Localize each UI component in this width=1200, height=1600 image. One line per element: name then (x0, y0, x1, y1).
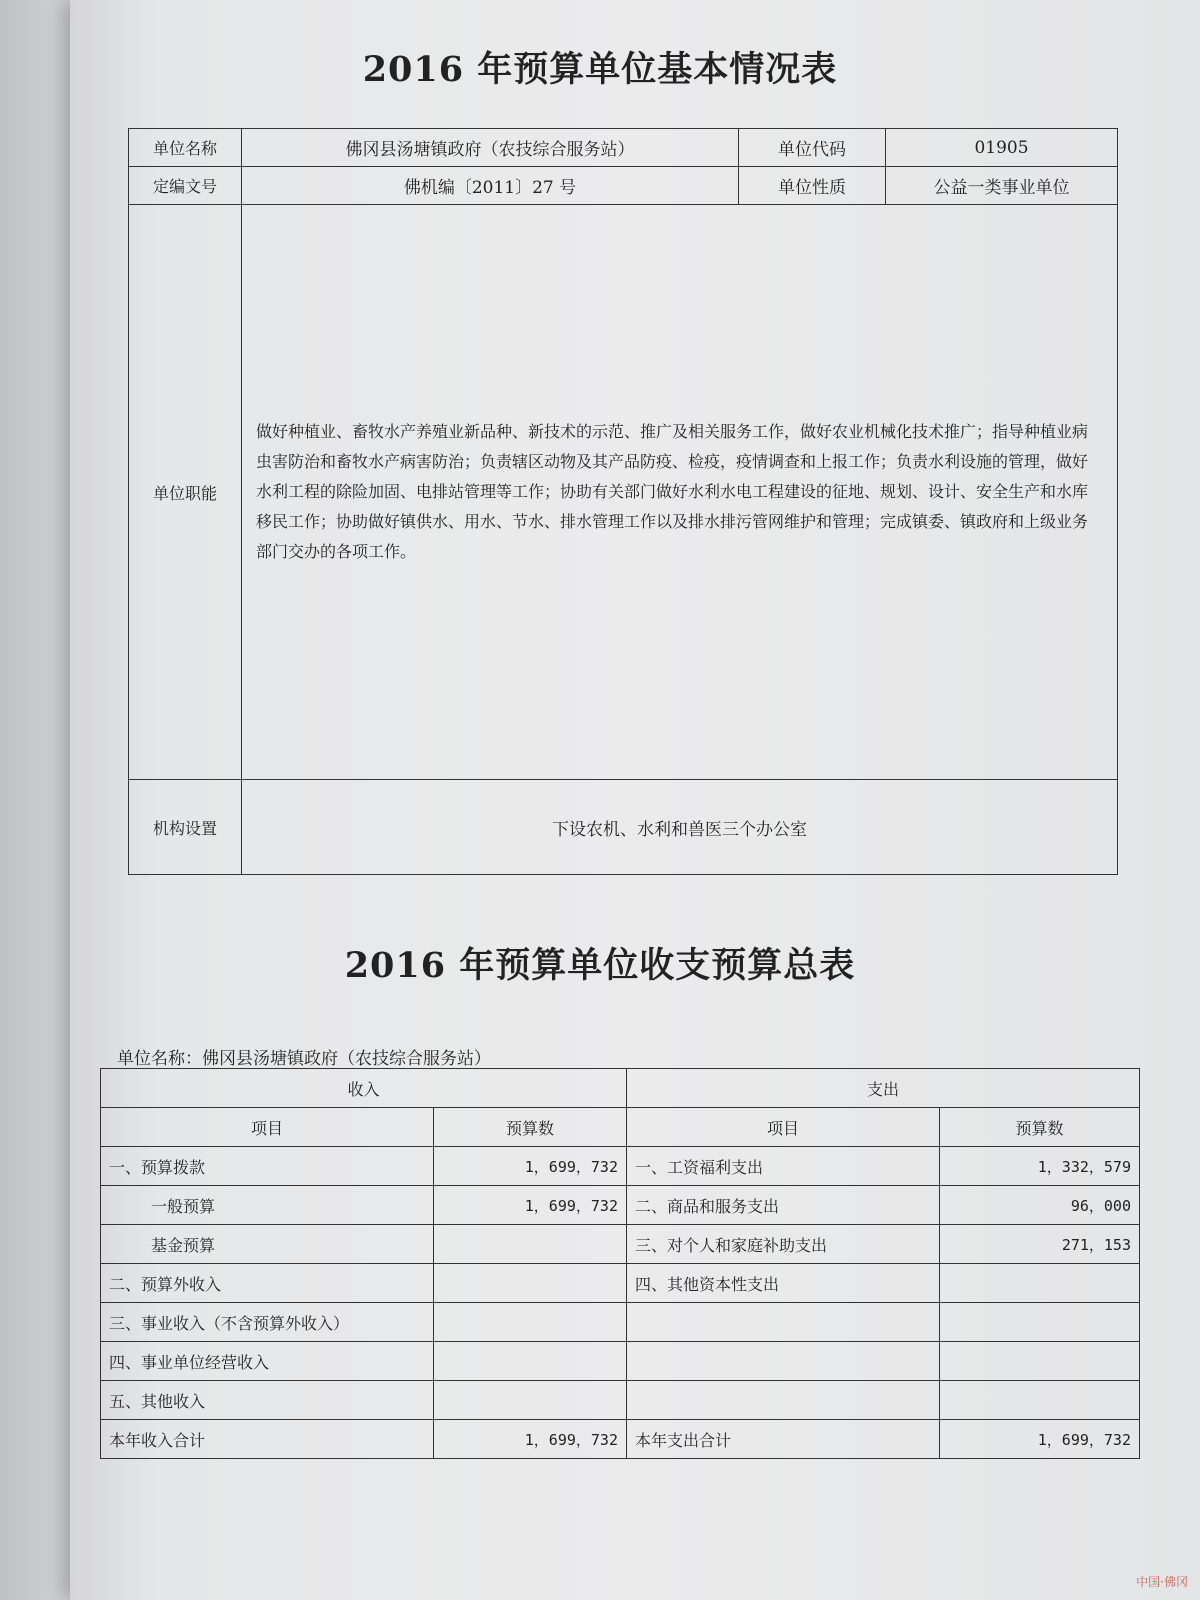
expense-value: 1，332，579 (940, 1147, 1140, 1186)
org-label: 机构设置 (129, 780, 242, 875)
table-row (101, 1342, 1140, 1381)
income-total-label: 本年收入合计 (101, 1420, 434, 1459)
basic-info-title: 2016 年预算单位基本情况表 (362, 49, 838, 90)
unit-name-value: 佛冈县汤塘镇政府（农技综合服务站） (242, 129, 739, 167)
doc-no-value: 佛机编〔2011〕27 号 (242, 167, 739, 205)
table-row (101, 1147, 1140, 1186)
unit-type-label: 单位性质 (739, 167, 886, 205)
income-value: 1，699，732 (434, 1147, 627, 1186)
watermark: 中国·佛冈 (1136, 1575, 1188, 1589)
unit-name-label: 单位名称 (129, 129, 242, 167)
expense-item: 一、工资福利支出 (627, 1147, 940, 1186)
table-row (101, 1225, 1140, 1264)
income-item: 基金预算 (101, 1225, 434, 1264)
income-item: 二、预算外收入 (101, 1264, 434, 1303)
expense-item (627, 1381, 940, 1420)
expense-total-label: 本年支出合计 (627, 1420, 940, 1459)
income-value: 1，699，732 (434, 1186, 627, 1225)
expense-value: 271，153 (940, 1225, 1140, 1264)
unit-code-label: 单位代码 (739, 129, 886, 167)
summary-unit-line: 单位名称：佛冈县汤塘镇政府（农技综合服务站） (117, 1049, 491, 1069)
table-row (101, 1264, 1140, 1303)
table-row (101, 1381, 1140, 1420)
expense-value (940, 1381, 1140, 1420)
expense-item: 三、对个人和家庭补助支出 (627, 1225, 940, 1264)
summary-table (100, 1068, 1140, 1459)
doc-no-label: 定编文号 (129, 167, 242, 205)
income-value (434, 1381, 627, 1420)
table-row (101, 1186, 1140, 1225)
unit-type-value: 公益一类事业单位 (886, 167, 1118, 205)
income-item: 一般预算 (101, 1186, 434, 1225)
org-text: 下设农机、水利和兽医三个办公室 (242, 780, 1118, 875)
income-header: 收入 (101, 1069, 627, 1108)
income-item-header: 项目 (101, 1108, 434, 1147)
expense-value (940, 1303, 1140, 1342)
income-item: 三、事业收入（不含预算外收入） (101, 1303, 434, 1342)
expense-budget-header: 预算数 (940, 1108, 1140, 1147)
expense-value: 96，000 (940, 1186, 1140, 1225)
expense-item-header: 项目 (627, 1108, 940, 1147)
income-item: 一、预算拨款 (101, 1147, 434, 1186)
expense-total-value: 1，699，732 (940, 1420, 1140, 1459)
unit-code-value: 01905 (886, 129, 1118, 167)
duty-label: 单位职能 (129, 205, 242, 780)
income-total-value: 1，699，732 (434, 1420, 627, 1459)
income-item: 四、事业单位经营收入 (101, 1342, 434, 1381)
expense-item (627, 1342, 940, 1381)
income-budget-header: 预算数 (434, 1108, 627, 1147)
income-value (434, 1303, 627, 1342)
income-value (434, 1342, 627, 1381)
expense-item: 二、商品和服务支出 (627, 1186, 940, 1225)
expense-value (940, 1264, 1140, 1303)
basic-info-table (128, 128, 1118, 875)
summary-title: 2016 年预算单位收支预算总表 (344, 945, 856, 986)
total-row (101, 1420, 1140, 1459)
income-value (434, 1225, 627, 1264)
duty-text: 做好种植业、畜牧水产养殖业新品种、新技术的示范、推广及相关服务工作，做好农业机械化技术推广；指导种植业病虫害防治和畜牧水产病害防治；负责辖区动物及其产品防疫、检疫，疫情调查和上报工作；负责水利设施的管理，做好水利工程的除险加固、电排站管理等工作；协助有关部门做好水利水电工程建设的征地、规划、设计、安全生产和水库移民工作；协助做好镇供水、用水、节水、排水管理工作以及排水排污管网维护和管理；完成镇委、镇政府和上级业务部门交办的各项工作。 (242, 205, 1118, 780)
expense-item: 四、其他资本性支出 (627, 1264, 940, 1303)
table-row (101, 1303, 1140, 1342)
income-value (434, 1264, 627, 1303)
expense-header: 支出 (627, 1069, 1140, 1108)
income-item: 五、其他收入 (101, 1381, 434, 1420)
expense-value (940, 1342, 1140, 1381)
expense-item (627, 1303, 940, 1342)
